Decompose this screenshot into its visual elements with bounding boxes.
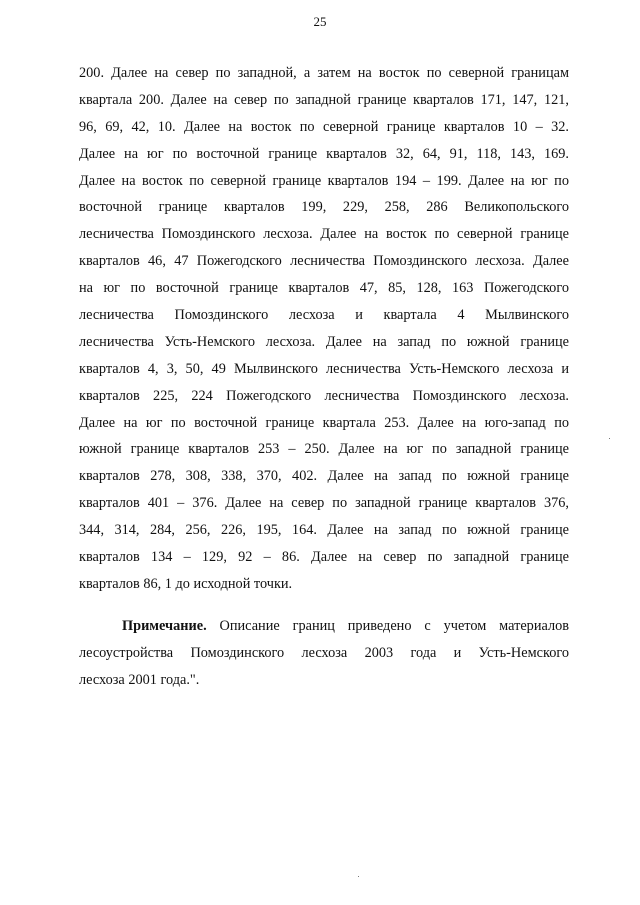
text-line: южной границе кварталов 253 – 250. Далее на юг по западной границе [79,441,569,458]
text-line: 200. Далее на север по западной, а затем на восток по северной границам [79,65,569,81]
text-line: кварталов 46, 47 Пожегодского лесничества Помоздинского лесхоза. Далее [79,253,569,270]
scan-speck [609,438,610,439]
note-label: Примечание. [122,618,207,634]
text-line: 344, 314, 284, 256, 226, 195, 164. Далее на запад по южной границе [79,522,569,539]
text-line: лесничества Помоздинского лесхоза и квартала 4 Мылвинского [79,307,569,324]
page-number: 25 [313,14,327,29]
text-line: кварталов 401 – 376. Далее на север по западной границе кварталов 376, [79,495,569,512]
text-line: кварталов 86, 1 до исходной точки. [79,575,293,592]
note-paragraph [79,613,569,694]
text-line: кварталов 4, 3, 50, 49 Мылвинского лесничества Усть-Немского лесхоза и [79,360,569,377]
note-line: лесоустройства Помоздинского лесхоза 2003 года и Усть-Немского [79,644,569,661]
note-line [79,613,569,640]
text-line: 96, 69, 42, 10. Далее на восток по северной границе кварталов 10 – 32. [79,118,569,135]
text-line: кварталов 278, 308, 338, 370, 402. Далее на запад по южной границе [79,468,569,485]
text-line: Далее на юг по восточной границе квартала 253. Далее на юго-запад по [79,414,569,431]
text-line: квартала 200. Далее на север по западной границе кварталов 171, 147, 121, [79,91,569,108]
text-line: лесничества Помоздинского лесхоза. Далее на восток по северной границе [79,226,569,243]
text-line: Далее на юг по восточной границе кварталов 32, 64, 91, 118, 143, 169. [79,145,569,162]
note-text: Описание границ приведено с учетом материалов [206,618,569,634]
note-line: лесхоза 2001 года.". [79,671,200,688]
text-line: восточной границе кварталов 199, 229, 258, 286 Великопольского [79,199,569,216]
text-line: кварталов 134 – 129, 92 – 86. Далее на север по западной границе [79,549,569,566]
text-line: кварталов 225, 224 Пожегодского лесничества Помоздинского лесхоза. [79,387,569,404]
text-line: Далее на восток по северной границе кварталов 194 – 199. Далее на юг по [79,172,569,189]
text-line: на юг по восточной границе кварталов 47, 85, 128, 163 Пожегодского [79,280,569,297]
scan-speck [358,876,359,877]
text-line: лесничества Усть-Немского лесхоза. Далее на запад по южной границе [79,333,569,350]
boundary-description [79,60,569,598]
